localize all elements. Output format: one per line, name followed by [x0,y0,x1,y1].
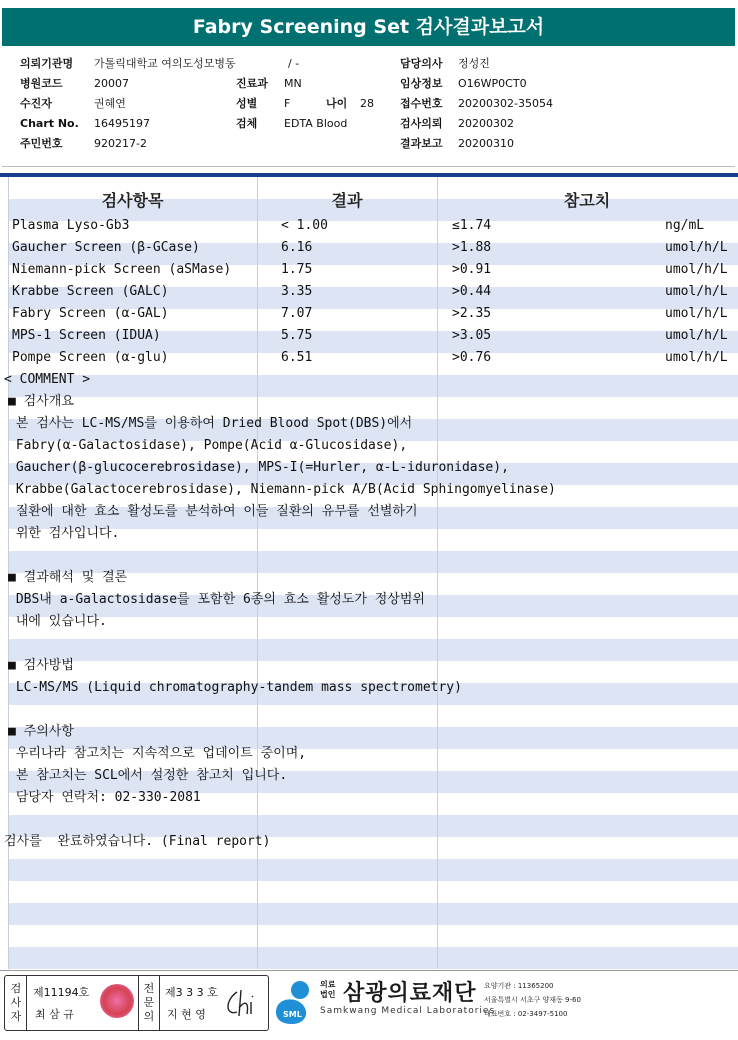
reference-range: >1.88 [452,240,492,255]
comment-line: ■ 검사방법 [8,658,74,673]
svg-text:SML: SML [283,1010,302,1019]
reference-range: >0.91 [452,262,492,277]
column-divider-1 [257,177,258,969]
comment-line: 내에 있습니다. [8,614,107,629]
header-value: 권혜연 [94,97,126,110]
header-label: 담당의사 [400,57,443,70]
comment-line: 담당자 연락처: 02-330-2081 [8,790,201,805]
header-value: 920217-2 [94,137,147,150]
test-name: Plasma Lyso-Gb3 [12,218,130,233]
unit: umol/h/L [665,306,728,321]
header-label: 병원코드 [20,77,63,90]
comment-line: LC-MS/MS (Liquid chromatography-tandem mass spectrometry) [8,680,462,695]
header-value: 20007 [94,77,129,90]
header-label: 검사의뢰 [400,117,443,130]
comment-line: ■ 검사개요 [8,394,74,409]
reference-range: >0.76 [452,350,492,365]
header-value: F [284,97,291,110]
header-value: 16495197 [94,117,150,130]
header-label: 접수번호 [400,97,443,110]
column-divider-2 [437,177,438,969]
test-name: Pompe Screen (α-glu) [12,350,169,365]
comment-line: ■ 결과해석 및 결론 [8,570,128,585]
header-value: 20200302-35054 [458,97,553,110]
test-result: < 1.00 [281,218,328,233]
header-value: 20200302 [458,117,514,130]
table-top-rule [0,173,738,177]
comment-line: 본 참고치는 SCL에서 설정한 참고치 입니다. [8,768,288,783]
header-value: 가톨릭대학교 여의도성모병동 [94,57,236,70]
org-address: 서울특별시 서초구 양재동 9-60 [484,996,581,1004]
org-legal-type: 의료 법인 [320,980,336,999]
comment-line: 질환에 대한 효소 활성도를 분석하여 이들 질환의 유무를 선별하기 [8,504,418,519]
test-name: MPS-1 Screen (IDUA) [12,328,161,343]
test-name: Krabbe Screen (GALC) [12,284,169,299]
row-stripe [8,639,738,661]
org-name: 삼광의료재단 [343,981,477,1006]
comment-line: 우리나라 참고치는 지속적으로 업데이트 중이며, [8,746,307,761]
comment-line: 위한 검사입니다. [8,526,120,541]
unit: umol/h/L [665,240,728,255]
header-value: 20200310 [458,137,514,150]
comment-line: ■ 주의사항 [8,724,74,739]
seal-stamp [100,984,134,1018]
header-label: 주민번호 [20,137,63,150]
comment-line: 검사를 완료하였습니다. (Final report) [4,834,271,849]
sig-role-1: 검 사 자 [10,982,22,1023]
test-result: 3.35 [281,284,313,299]
reference-range: >0.44 [452,284,492,299]
row-stripe [8,947,738,969]
unit: umol/h/L [665,262,728,277]
report-title: Fabry Screening Set 검사결과보고서 [2,8,735,46]
comment-line: Fabry(α-Galactosidase), Pompe(Acid α-Glucosidase), [8,438,408,453]
header-value: EDTA Blood [284,117,348,130]
signature-box [4,975,269,1031]
sig-sep-2 [138,976,139,1030]
comment-line: Gaucher(β-glucocerebrosidase), MPS-I(=Hurler, α-L-iduronidase), [8,460,509,475]
footer-rule [0,970,738,971]
row-stripe [8,903,738,925]
title-bar [0,0,738,50]
test-result: 6.16 [281,240,313,255]
comment-line: 본 검사는 LC-MS/MS를 이용하여 Dried Blood Spot(DBS)에서 [8,416,413,431]
comment-line: Krabbe(Galactocerebrosidase), Niemann-pick A/B(Acid Sphingomyelinase) [8,482,556,497]
reference-range: >2.35 [452,306,492,321]
unit: ng/mL [665,218,705,233]
row-stripe [8,375,738,397]
header-label: 성별 [236,97,258,110]
header-test-item: 검사항목 [101,191,164,210]
header-value: O16WP0CT0 [458,77,527,90]
test-result: 6.51 [281,350,313,365]
sig-sep-1 [26,976,27,1030]
header-label: 나이 [326,97,348,110]
test-name: Fabry Screen (α-GAL) [12,306,169,321]
sig-sep-3 [159,976,160,1030]
header-value: 28 [360,97,374,110]
org-name-english: Samkwang Medical Laboratories [320,1006,496,1016]
test-result: 1.75 [281,262,313,277]
comment-line: DBS내 a-Galactosidase를 포함한 6종의 효소 활성도가 정상범위 [8,592,425,607]
sml-logo-icon [272,976,316,1026]
unit: umol/h/L [665,350,728,365]
reference-range: ≤1.74 [452,218,492,233]
unit: umol/h/L [665,328,728,343]
org-phone: 대표번호 : 02-3497-5100 [484,1010,568,1018]
header-label: 진료과 [236,77,268,90]
sig-license-1: 제11194호 [33,986,90,999]
header-label: 검체 [236,117,258,130]
header-label: 수진자 [20,97,52,110]
reference-range: >3.05 [452,328,492,343]
unit: umol/h/L [665,284,728,299]
sig-role-2: 전 문 의 [143,982,155,1023]
header-result: 결과 [331,191,363,210]
header-label: 결과보고 [400,137,443,150]
comment-line: < COMMENT > [4,372,91,387]
header-reference: 참고치 [563,191,611,210]
sig-name-2: 지 현 영 [167,1008,206,1021]
org-code: 요양기관 : 11365200 [484,982,554,990]
header-value: 정성진 [458,57,490,70]
row-stripe [8,859,738,881]
test-name: Gaucher Screen (β-GCase) [12,240,200,255]
handwritten-signature [223,986,263,1020]
test-result: 7.07 [281,306,313,321]
sig-name-1: 최 삼 규 [35,1008,74,1021]
header-label: 의뢰기관명 [20,57,74,70]
test-name: Niemann-pick Screen (aSMase) [12,262,232,277]
header-value: MN [284,77,302,90]
header-label: 임상정보 [400,77,443,90]
test-result: 5.75 [281,328,313,343]
sig-license-2: 제3 3 3 호 [165,986,218,999]
header-label: Chart No. [20,117,79,130]
header-value: / - [288,57,300,70]
